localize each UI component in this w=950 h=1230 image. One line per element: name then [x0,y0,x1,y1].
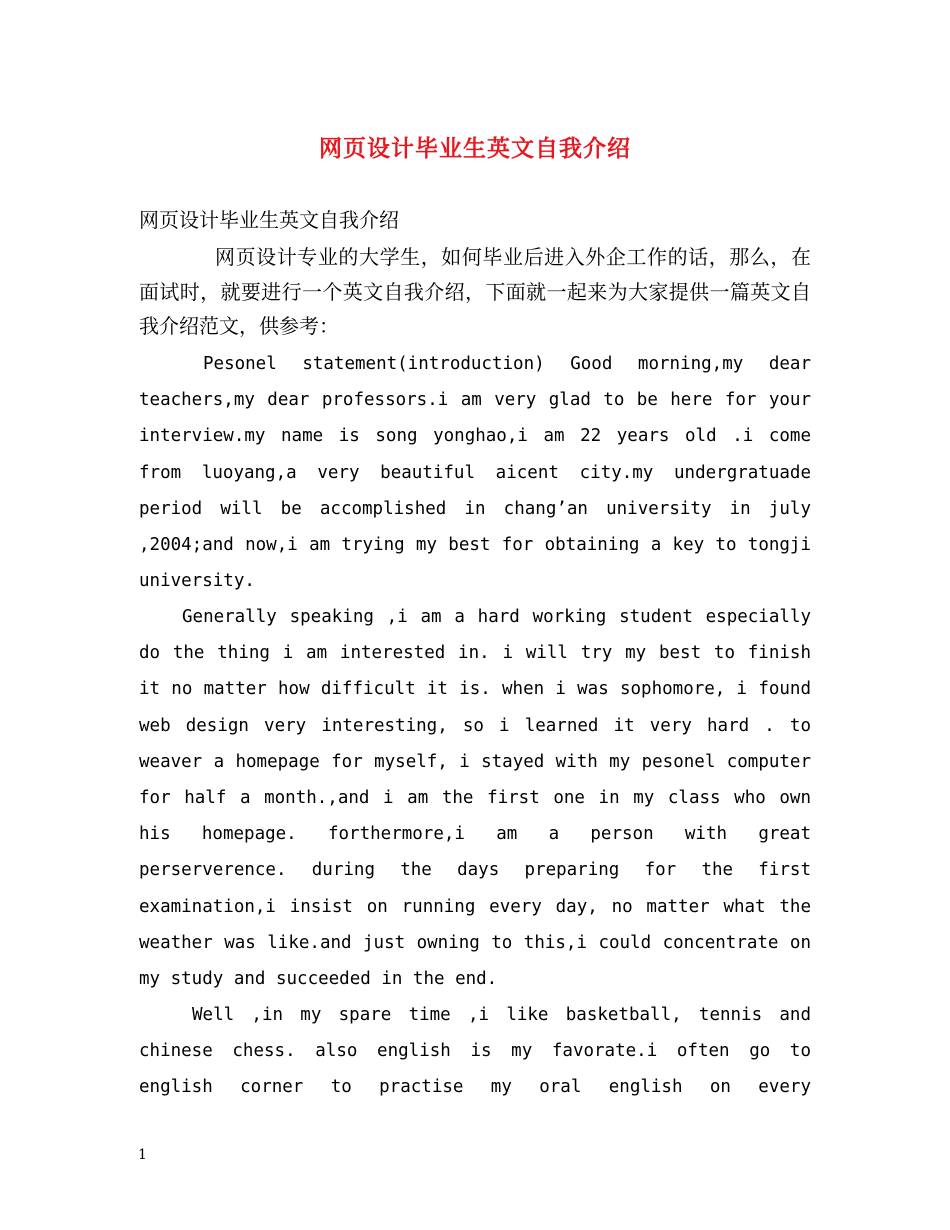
intro-paragraph: 网页设计专业的大学生，如何毕业后进入外企工作的话，那么，在面试时，就要进行一个英文自我介绍，下面就一起来为大家提供一篇英文自我介绍范文，供参考： [139,245,811,338]
body-paragraph-3: Well ,in my spare time ,i like basketball, tennis and chinese chess. also english is my favorate.i often go to english corner to practise my oral english on every [139,1005,811,1098]
page-number: 1 [138,1147,147,1163]
body-paragraph-1: Pesonel statement(introduction) Good morning,my dear teachers,my dear professors.i am very glad to be here for your interview.my name is song yonghao,i am 22 years old .i come from luoyang,a very beautiful aicent city.my undergratuade period will be accomplished in chang’an university in july ,2004;and now,i am trying my best for obtaining a key to tongji university. [139,354,811,592]
body-paragraph-2: Generally speaking ,i am a hard working student especially do the thing i am interested in. i will try my best to finish it no matter how difficult it is. when i was sophomore, i found web design very interesting, so i learned it very hard . to weaver a homepage for myself, i stayed with my pesonel computer for half a month.,and i am the first one in my class who own his homepage. forthermore,i am a person with great perserverence. during the days preparing for the first examination,i insist on running every day, no matter what the weather was like.and just owning to this,i could concentrate on my study and succeeded in the end. [139,607,811,990]
page-title: 网页设计毕业生英文自我介绍 [319,135,631,162]
document-subtitle: 网页设计毕业生英文自我介绍 [139,208,399,232]
